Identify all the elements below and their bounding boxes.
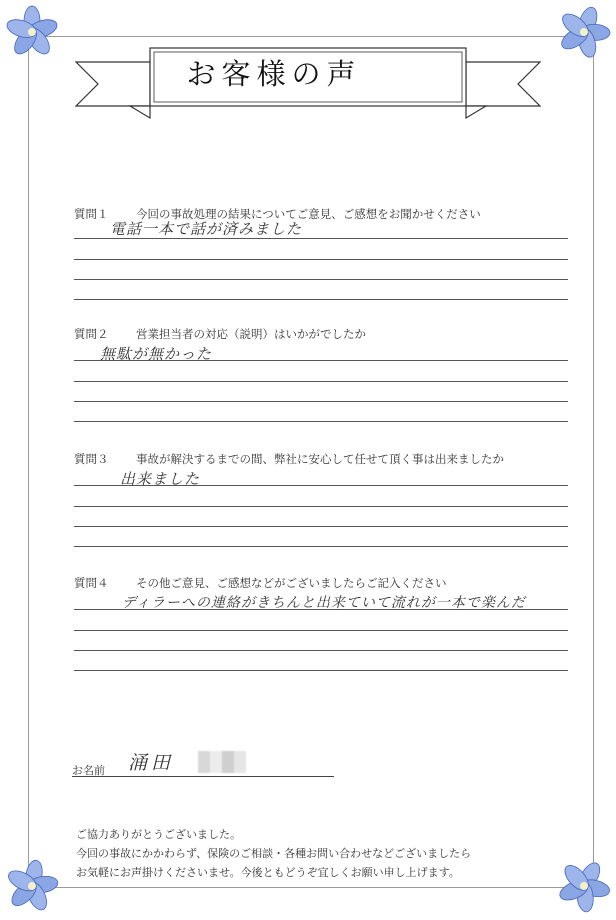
answer-line <box>74 670 568 671</box>
question-number: 質問３ <box>74 452 109 466</box>
answer-line <box>74 650 568 651</box>
question-text: 事故が解決するまでの間、弊社に安心して任せて頂く事は出来ましたか <box>136 452 504 466</box>
answer-line <box>74 609 568 610</box>
answer-line <box>74 259 568 260</box>
answer-line <box>74 401 568 402</box>
page-title: お客様の声 <box>186 56 362 91</box>
flower-icon <box>4 858 60 914</box>
name-redaction <box>198 751 246 773</box>
footer-line-3: お気軽にお声掛けくださいませ。今後ともどうぞ宜しくお願い申し上げます。 <box>76 866 460 879</box>
answer-line <box>74 630 568 631</box>
question-text: その他ご意見、ご感想などがございましたらご記入ください <box>136 576 447 590</box>
answer-line <box>74 238 568 239</box>
footer-line-2: 今回の事故にかかわらず、保険のご相談・各種お問い合わせなどございましたら <box>76 847 472 860</box>
answer-line <box>74 546 568 547</box>
question-4 <box>74 575 447 591</box>
name-label: お名前 <box>72 764 105 777</box>
answer-line <box>74 421 568 422</box>
question-text: 営業担当者の対応（説明）はいかがでしたか <box>136 327 366 341</box>
footer-thanks: ご協力ありがとうございました。 <box>76 828 241 841</box>
answer-line <box>74 526 568 527</box>
name-handwriting: 涌田 <box>128 752 175 774</box>
question-3 <box>74 451 504 467</box>
question-2 <box>74 326 366 342</box>
answer-4-handwriting: ディラーへの連絡がきちんと出来ていて流れが一本で楽んだ <box>122 595 526 611</box>
question-number: 質問４ <box>74 576 109 590</box>
answer-line <box>74 381 568 382</box>
answer-line <box>74 506 568 507</box>
flower-icon <box>556 858 612 914</box>
answer-line <box>74 279 568 280</box>
answer-2-handwriting: 無駄が無かった <box>100 345 213 363</box>
flower-icon <box>4 4 60 60</box>
answer-line <box>74 485 568 486</box>
question-number: 質問１ <box>74 207 109 221</box>
question-text: 今回の事故処理の結果についてご意見、ご感想をお聞かせください <box>136 207 481 221</box>
name-line <box>72 776 334 777</box>
answer-line <box>74 299 568 300</box>
answer-1-handwriting: 電話一本で話が済みました <box>110 220 303 238</box>
question-number: 質問２ <box>74 327 109 341</box>
answer-line <box>74 360 568 361</box>
answer-3-handwriting: 出来ました <box>120 470 201 488</box>
flower-icon <box>556 4 612 60</box>
